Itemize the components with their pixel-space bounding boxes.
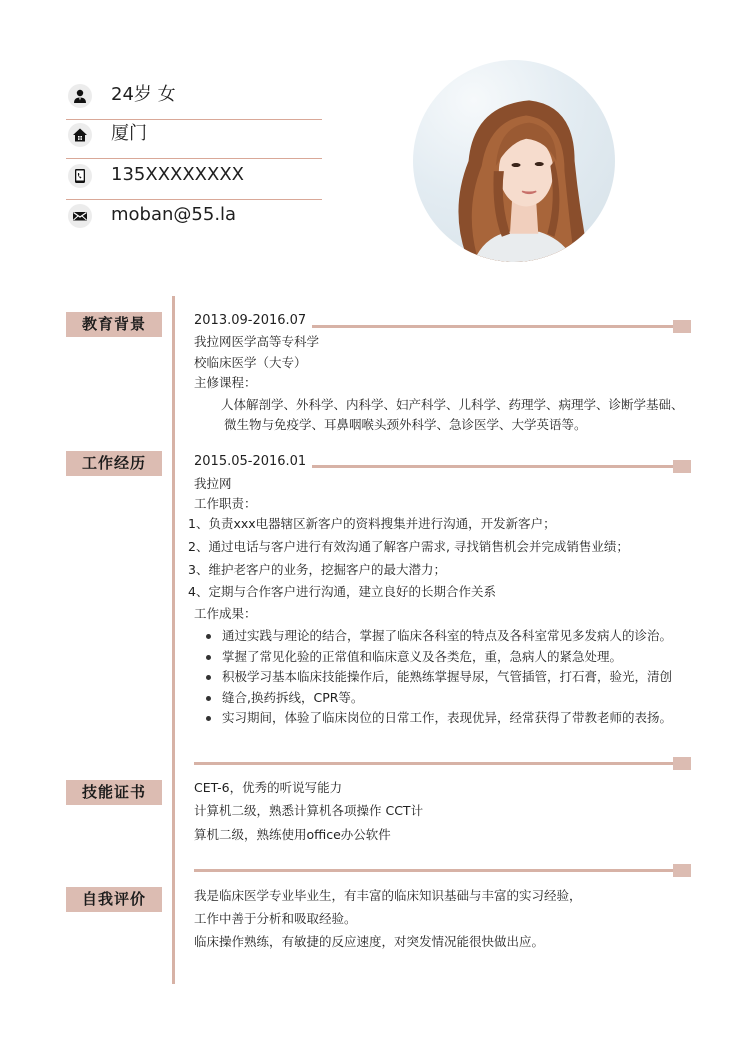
- work-duty-item: 2、通过电话与客户进行有效沟通了解客户需求, 寻找销售机会并完成销售业绩；: [188, 539, 629, 554]
- city-text: 厦门: [111, 123, 147, 144]
- work-result-item: 积极学习基本临床技能操作后，能熟练掌握导尿，气管插管，打石膏，验光，清创: [206, 667, 672, 688]
- section-divider-square: [673, 460, 691, 473]
- info-city: [66, 119, 322, 159]
- section-divider-line: [312, 465, 676, 468]
- home-icon: [68, 123, 92, 147]
- envelope-icon: [68, 204, 92, 228]
- section-divider-line: [194, 762, 676, 765]
- email-text: moban@55.la: [111, 204, 237, 225]
- phone-icon: [68, 164, 92, 188]
- education-school-line1: 我拉网医学高等专科学: [194, 334, 320, 349]
- self-eval-line: 我是临床医学专业毕业生，有丰富的临床知识基础与丰富的实习经验，: [194, 888, 582, 903]
- info-age-gender: [66, 80, 322, 120]
- education-school-line2: 校临床医学（大专）: [194, 355, 307, 370]
- education-courses-label: 主修课程：: [194, 375, 257, 390]
- work-duty-item: 1、负责xxx电器辖区新客户的资料搜集并进行沟通，开发新客户；: [188, 516, 556, 531]
- skills-line: 算机二级，熟练使用office办公软件: [194, 827, 391, 842]
- work-results-label: 工作成果：: [194, 606, 257, 621]
- skills-line: 计算机二级，熟悉计算机各项操作 CCT计: [194, 803, 424, 818]
- work-results-list: [206, 626, 672, 729]
- education-date: 2013.09-2016.07: [194, 313, 307, 328]
- bullet-icon: [206, 675, 211, 680]
- bullet-icon: [206, 634, 211, 639]
- section-divider-square: [673, 320, 691, 333]
- work-date: 2015.05-2016.01: [194, 454, 307, 469]
- info-email: [66, 200, 322, 234]
- work-duties-label: 工作职责：: [194, 496, 257, 511]
- work-result-item: 实习期间，体验了临床岗位的日常工作，表现优异，经常获得了带教老师的表扬。: [206, 708, 672, 729]
- self-eval-line: 临床操作熟练，有敏捷的反应速度，对突发情况能很快做出应。: [194, 934, 545, 949]
- work-result-item: 掌握了常见化验的正常值和临床意义及各类危，重，急病人的紧急处理。: [206, 647, 672, 668]
- section-divider-line: [312, 325, 676, 328]
- age-gender-text: 24岁 女: [111, 84, 176, 105]
- person-icon: [68, 84, 92, 108]
- self-eval-line: 工作中善于分析和吸取经验。: [194, 911, 357, 926]
- section-label-skills: 技能证书: [66, 780, 162, 805]
- work-company: 我拉网: [194, 476, 232, 491]
- section-divider-square: [673, 757, 691, 770]
- skills-line: CET-6，优秀的听说写能力: [194, 780, 343, 795]
- bullet-icon: [206, 696, 211, 701]
- bullet-icon: [206, 716, 211, 721]
- info-divider: [66, 158, 322, 160]
- timeline-vertical-line: [172, 296, 175, 984]
- avatar: [413, 60, 615, 262]
- section-label-self-eval: 自我评价: [66, 887, 162, 912]
- education-courses-line1: 人体解剖学、外科学、内科学、妇产科学、儿科学、药理学、病理学、诊断学基础、: [221, 397, 684, 412]
- work-result-item: 通过实践与理论的结合，掌握了临床各科室的特点及各科室常见多发病人的诊治。: [206, 626, 672, 647]
- section-divider-square: [673, 864, 691, 877]
- education-courses-line2: 微生物与免疫学、耳鼻咽喉头颈外科学、急诊医学、大学英语等。: [224, 417, 587, 432]
- phone-text: 135XXXXXXXX: [111, 164, 245, 185]
- work-duty-item: 3、维护老客户的业务，挖掘客户的最大潜力；: [188, 562, 446, 577]
- work-result-item: 缝合,换药拆线，CPR等。: [206, 688, 672, 709]
- info-phone: [66, 160, 322, 200]
- work-duty-item: 4、定期与合作客户进行沟通，建立良好的长期合作关系: [188, 584, 496, 599]
- section-divider-line: [194, 869, 676, 872]
- section-label-work: 工作经历: [66, 451, 162, 476]
- section-label-education: 教育背景: [66, 312, 162, 337]
- bullet-icon: [206, 655, 211, 660]
